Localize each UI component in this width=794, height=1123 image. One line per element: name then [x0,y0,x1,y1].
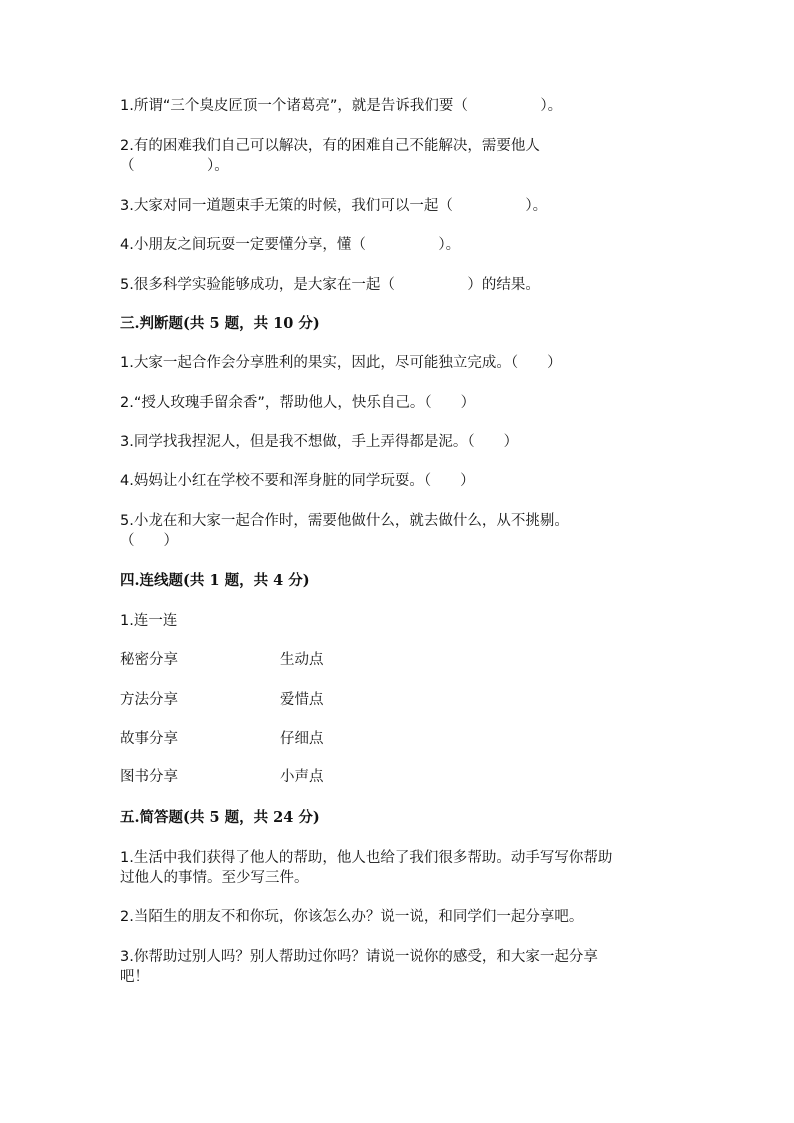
fill-blank-question-5: 5.很多科学实验能够成功，是大家在一起（ ）的结果。 [120,277,540,293]
fill-blank-question-3: 3.大家对同一道题束手无策的时候，我们可以一起（ ）。 [120,198,548,214]
judgment-section-heading: 三.判断题(共 5 题，共 10 分) [120,315,320,332]
matching-right-item: 生动点 [280,652,324,668]
short-answer-question-3: 3.你帮助过别人吗？别人帮助过你吗？请说一说你的感受，和大家一起分享 [120,949,598,965]
judgment-question-1: 1.大家一起合作会分享胜利的果实，因此，尽可能独立完成。（ ） [120,355,562,371]
matching-left-item: 故事分享 [120,731,178,747]
fill-blank-question-2: 2.有的困难我们自己可以解决，有的困难自己不能解决，需要他人 [120,138,540,154]
matching-prompt: 1.连一连 [120,613,178,629]
matching-left-item: 图书分享 [120,769,178,785]
matching-right-item: 小声点 [280,769,324,785]
short-answer-question-3-continuation: 吧！ [120,969,149,985]
short-answer-question-1: 1.生活中我们获得了他人的帮助，他人也给了我们很多帮助。动手写写你帮助 [120,850,613,866]
judgment-question-3: 3.同学找我捏泥人，但是我不想做，手上弄得都是泥。（ ） [120,434,519,450]
short-answer-section-heading: 五.简答题(共 5 题，共 24 分) [120,809,320,826]
short-answer-question-2: 2.当陌生的朋友不和你玩，你该怎么办？说一说，和同学们一起分享吧。 [120,909,584,925]
fill-blank-question-1: 1.所谓“三个臭皮匠顶一个诸葛亮”，就是告诉我们要（ ）。 [120,98,563,114]
judgment-question-4: 4.妈妈让小红在学校不要和浑身脏的同学玩耍。（ ） [120,473,475,489]
matching-section-heading: 四.连线题(共 1 题，共 4 分) [120,572,310,589]
matching-right-item: 爱惜点 [280,692,324,708]
matching-left-item: 秘密分享 [120,652,178,668]
fill-blank-question-2-continuation: （ ）。 [120,158,229,174]
judgment-question-2: 2.“授人玫瑰手留余香”，帮助他人，快乐自己。（ ） [120,395,476,411]
judgment-question-5: 5.小龙在和大家一起合作时，需要他做什么，就去做什么，从不挑剔。 [120,513,569,529]
short-answer-question-1-continuation: 过他人的事情。至少写三件。 [120,870,309,886]
matching-left-item: 方法分享 [120,692,178,708]
judgment-question-5-continuation: （ ） [120,533,178,549]
fill-blank-question-4: 4.小朋友之间玩耍一定要懂分享，懂（ ）。 [120,237,461,253]
matching-right-item: 仔细点 [280,731,324,747]
